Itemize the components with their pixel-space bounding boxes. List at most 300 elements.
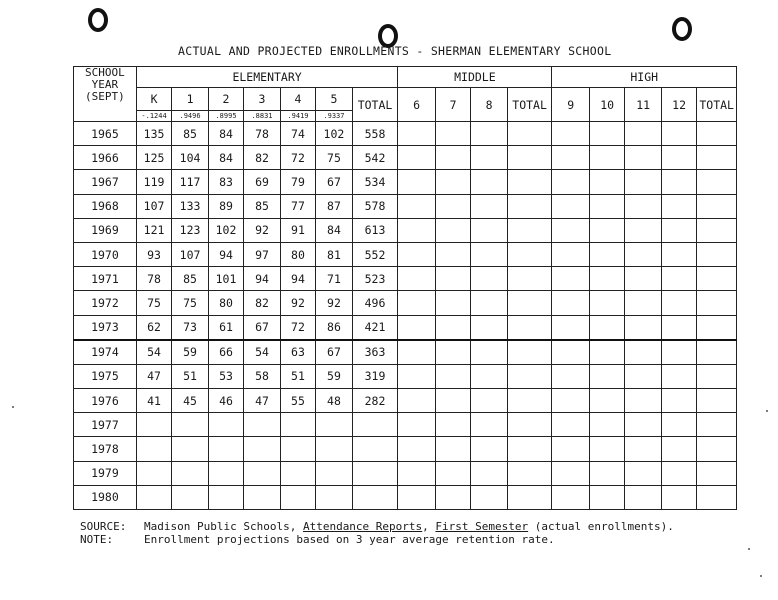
elementary-grade-cell xyxy=(316,413,352,437)
middle-cell xyxy=(435,340,470,365)
middle-cell xyxy=(398,364,436,388)
elementary-total-cell xyxy=(352,485,398,509)
elementary-grade-cell: 104 xyxy=(172,146,208,170)
middle-cell xyxy=(507,461,552,485)
middle-cell xyxy=(398,437,436,461)
high-cell xyxy=(625,267,661,291)
high-cell xyxy=(661,218,696,242)
middle-cell xyxy=(471,413,507,437)
elementary-total-cell: 496 xyxy=(352,291,398,315)
table-row xyxy=(74,364,737,388)
high-cell xyxy=(661,291,696,315)
high-cell xyxy=(697,413,737,437)
column-header-middle-total: TOTAL xyxy=(507,88,552,122)
elementary-grade-cell xyxy=(280,485,315,509)
middle-cell xyxy=(435,267,470,291)
high-cell xyxy=(625,291,661,315)
elementary-grade-cell: 107 xyxy=(172,242,208,266)
elementary-grade-cell xyxy=(244,437,280,461)
middle-cell xyxy=(435,389,470,413)
note-label: NOTE: xyxy=(80,533,114,546)
elementary-grade-cell: 71 xyxy=(316,267,352,291)
elementary-grade-cell: 69 xyxy=(244,170,280,194)
elementary-grade-cell xyxy=(208,461,243,485)
elementary-grade-cell: 92 xyxy=(316,291,352,315)
high-cell xyxy=(625,122,661,146)
table-row xyxy=(74,194,737,218)
elementary-grade-cell: 47 xyxy=(244,389,280,413)
elementary-grade-cell xyxy=(280,461,315,485)
elementary-grade-cell xyxy=(208,437,243,461)
scan-speck xyxy=(766,410,768,412)
middle-cell xyxy=(435,291,470,315)
middle-cell xyxy=(435,122,470,146)
elementary-grade-cell: 51 xyxy=(172,364,208,388)
table-row xyxy=(74,485,737,509)
high-group-header: HIGH xyxy=(552,67,737,88)
elementary-total-cell: 282 xyxy=(352,389,398,413)
column-header-7: 7 xyxy=(435,88,470,122)
high-cell xyxy=(661,413,696,437)
note-years-value: 3 xyxy=(355,533,363,546)
column-header-8: 8 xyxy=(471,88,507,122)
elementary-grade-cell: 123 xyxy=(172,218,208,242)
year-cell: 1967 xyxy=(74,170,137,194)
elementary-grade-cell xyxy=(244,413,280,437)
retention-rate-k: -.1244 xyxy=(136,111,171,122)
middle-cell xyxy=(398,218,436,242)
elementary-grade-cell: 59 xyxy=(172,340,208,365)
high-cell xyxy=(552,218,590,242)
retention-rate-1: .9496 xyxy=(172,111,208,122)
high-cell xyxy=(552,437,590,461)
elementary-grade-cell: 91 xyxy=(280,218,315,242)
high-cell xyxy=(552,315,590,340)
high-cell xyxy=(589,315,624,340)
elementary-grade-cell: 55 xyxy=(280,389,315,413)
high-cell xyxy=(661,461,696,485)
column-header-high-total: TOTAL xyxy=(697,88,737,122)
middle-cell xyxy=(398,389,436,413)
elementary-total-cell: 319 xyxy=(352,364,398,388)
high-cell xyxy=(625,437,661,461)
elementary-grade-cell: 84 xyxy=(208,146,243,170)
column-header-9: 9 xyxy=(552,88,590,122)
elementary-grade-cell: 87 xyxy=(316,194,352,218)
table-row xyxy=(74,340,737,365)
elementary-grade-cell: 80 xyxy=(280,242,315,266)
page-title: ACTUAL AND PROJECTED ENROLLMENTS - SHERMAN ELEMENTARY SCHOOL xyxy=(178,44,612,58)
elementary-total-cell: 542 xyxy=(352,146,398,170)
high-cell xyxy=(552,485,590,509)
middle-cell xyxy=(435,413,470,437)
elementary-grade-cell: 85 xyxy=(244,194,280,218)
elementary-grade-cell: 58 xyxy=(244,364,280,388)
middle-cell xyxy=(435,242,470,266)
middle-cell xyxy=(471,340,507,365)
elementary-grade-cell xyxy=(172,485,208,509)
high-cell xyxy=(697,242,737,266)
table-row xyxy=(74,170,737,194)
elementary-grade-cell xyxy=(316,437,352,461)
school-year-header xyxy=(74,67,137,122)
high-cell xyxy=(697,461,737,485)
elementary-total-cell: 523 xyxy=(352,267,398,291)
year-cell: 1971 xyxy=(74,267,137,291)
column-header-5: 5 xyxy=(316,88,352,111)
high-cell xyxy=(661,485,696,509)
elementary-grade-cell: 86 xyxy=(316,315,352,340)
elementary-grade-cell: 67 xyxy=(316,340,352,365)
note-line xyxy=(80,533,674,546)
elementary-grade-cell: 102 xyxy=(316,122,352,146)
elementary-grade-cell: 67 xyxy=(316,170,352,194)
column-header-3: 3 xyxy=(244,88,280,111)
elementary-grade-cell: 54 xyxy=(244,340,280,365)
elementary-grade-cell xyxy=(172,461,208,485)
retention-rate-5: .9337 xyxy=(316,111,352,122)
elementary-grade-cell: 77 xyxy=(280,194,315,218)
high-cell xyxy=(625,340,661,365)
elementary-grade-cell xyxy=(244,485,280,509)
high-cell xyxy=(589,485,624,509)
elementary-grade-cell: 85 xyxy=(172,122,208,146)
elementary-total-cell xyxy=(352,461,398,485)
high-cell xyxy=(697,364,737,388)
elementary-grade-cell: 81 xyxy=(316,242,352,266)
elementary-grade-cell: 94 xyxy=(244,267,280,291)
year-cell: 1972 xyxy=(74,291,137,315)
elementary-grade-cell: 66 xyxy=(208,340,243,365)
elementary-grade-cell: 62 xyxy=(136,315,171,340)
elementary-grade-cell: 67 xyxy=(244,315,280,340)
elementary-grade-cell: 51 xyxy=(280,364,315,388)
high-cell xyxy=(661,315,696,340)
high-cell xyxy=(625,146,661,170)
middle-cell xyxy=(398,242,436,266)
elementary-grade-cell: 80 xyxy=(208,291,243,315)
elementary-grade-cell xyxy=(172,437,208,461)
high-cell xyxy=(589,170,624,194)
elementary-total-cell: 558 xyxy=(352,122,398,146)
high-cell xyxy=(661,194,696,218)
middle-cell xyxy=(471,461,507,485)
middle-cell xyxy=(471,194,507,218)
year-cell: 1965 xyxy=(74,122,137,146)
high-cell xyxy=(552,242,590,266)
year-cell: 1973 xyxy=(74,315,137,340)
note-text-after: year average retention rate. xyxy=(362,533,555,546)
table-row xyxy=(74,315,737,340)
elementary-grade-cell: 85 xyxy=(172,267,208,291)
high-cell xyxy=(589,218,624,242)
elementary-grade-cell: 89 xyxy=(208,194,243,218)
middle-cell xyxy=(471,315,507,340)
high-cell xyxy=(697,122,737,146)
elementary-grade-cell: 82 xyxy=(244,291,280,315)
elementary-total-cell: 613 xyxy=(352,218,398,242)
retention-rate-2: .8995 xyxy=(208,111,243,122)
high-cell xyxy=(589,461,624,485)
elementary-grade-cell xyxy=(244,461,280,485)
high-cell xyxy=(661,340,696,365)
high-cell xyxy=(661,242,696,266)
high-cell xyxy=(625,194,661,218)
column-header-12: 12 xyxy=(661,88,696,122)
middle-cell xyxy=(398,146,436,170)
high-cell xyxy=(589,146,624,170)
column-header-k: K xyxy=(136,88,171,111)
elementary-grade-cell: 63 xyxy=(280,340,315,365)
elementary-grade-cell: 48 xyxy=(316,389,352,413)
middle-cell xyxy=(398,340,436,365)
middle-cell xyxy=(507,413,552,437)
high-cell xyxy=(697,315,737,340)
high-cell xyxy=(589,413,624,437)
elementary-grade-cell xyxy=(172,413,208,437)
retention-rate-3: .8831 xyxy=(244,111,280,122)
high-cell xyxy=(552,461,590,485)
high-cell xyxy=(697,485,737,509)
middle-cell xyxy=(398,194,436,218)
high-cell xyxy=(661,389,696,413)
middle-cell xyxy=(507,364,552,388)
elementary-grade-cell: 78 xyxy=(244,122,280,146)
elementary-grade-cell: 73 xyxy=(172,315,208,340)
year-cell: 1975 xyxy=(74,364,137,388)
high-cell xyxy=(589,389,624,413)
footnotes xyxy=(80,520,674,546)
high-cell xyxy=(661,122,696,146)
middle-cell xyxy=(398,122,436,146)
elementary-grade-cell: 75 xyxy=(316,146,352,170)
elementary-grade-cell: 83 xyxy=(208,170,243,194)
high-cell xyxy=(697,170,737,194)
middle-cell xyxy=(435,170,470,194)
high-cell xyxy=(589,122,624,146)
punch-hole-right xyxy=(672,17,692,41)
scan-speck xyxy=(760,575,762,577)
high-cell xyxy=(589,437,624,461)
enrollment-table xyxy=(73,66,737,510)
high-cell xyxy=(697,146,737,170)
high-cell xyxy=(552,364,590,388)
elementary-grade-cell: 94 xyxy=(208,242,243,266)
middle-cell xyxy=(507,267,552,291)
middle-cell xyxy=(435,194,470,218)
table-row xyxy=(74,437,737,461)
scan-speck xyxy=(748,548,750,550)
high-cell xyxy=(697,194,737,218)
elementary-grade-cell: 74 xyxy=(280,122,315,146)
elementary-grade-cell xyxy=(136,461,171,485)
elementary-total-cell: 421 xyxy=(352,315,398,340)
middle-cell xyxy=(435,461,470,485)
high-cell xyxy=(625,485,661,509)
middle-cell xyxy=(471,364,507,388)
table-row xyxy=(74,267,737,291)
middle-cell xyxy=(435,485,470,509)
middle-cell xyxy=(471,437,507,461)
elementary-grade-cell: 119 xyxy=(136,170,171,194)
elementary-grade-cell: 46 xyxy=(208,389,243,413)
middle-cell xyxy=(435,315,470,340)
middle-cell xyxy=(471,485,507,509)
high-cell xyxy=(625,242,661,266)
column-header-10: 10 xyxy=(589,88,624,122)
high-cell xyxy=(589,242,624,266)
source-first-semester: First Semester xyxy=(435,520,529,533)
elementary-grade-cell: 75 xyxy=(136,291,171,315)
elementary-total-cell xyxy=(352,437,398,461)
elementary-grade-cell xyxy=(208,485,243,509)
high-cell xyxy=(625,364,661,388)
column-header-elementary-total: TOTAL xyxy=(352,88,398,122)
elementary-total-cell: 534 xyxy=(352,170,398,194)
high-cell xyxy=(589,364,624,388)
middle-cell xyxy=(507,485,552,509)
elementary-grade-cell: 133 xyxy=(172,194,208,218)
elementary-grade-cell xyxy=(136,437,171,461)
middle-cell xyxy=(507,218,552,242)
high-cell xyxy=(625,389,661,413)
high-cell xyxy=(625,461,661,485)
high-cell xyxy=(589,267,624,291)
elementary-grade-cell xyxy=(208,413,243,437)
high-cell xyxy=(589,340,624,365)
middle-cell xyxy=(507,170,552,194)
high-cell xyxy=(552,170,590,194)
elementary-grade-cell: 92 xyxy=(280,291,315,315)
high-cell xyxy=(552,146,590,170)
table-row xyxy=(74,413,737,437)
elementary-grade-cell: 54 xyxy=(136,340,171,365)
elementary-grade-cell: 75 xyxy=(172,291,208,315)
middle-cell xyxy=(507,315,552,340)
elementary-grade-cell xyxy=(316,485,352,509)
elementary-grade-cell: 53 xyxy=(208,364,243,388)
column-header-11: 11 xyxy=(625,88,661,122)
middle-cell xyxy=(507,291,552,315)
elementary-grade-cell: 84 xyxy=(316,218,352,242)
elementary-grade-cell: 61 xyxy=(208,315,243,340)
elementary-grade-cell: 82 xyxy=(244,146,280,170)
middle-cell xyxy=(471,291,507,315)
elementary-grade-cell: 93 xyxy=(136,242,171,266)
source-line xyxy=(80,520,674,533)
column-header-2: 2 xyxy=(208,88,243,111)
high-cell xyxy=(697,291,737,315)
elementary-grade-cell: 102 xyxy=(208,218,243,242)
column-header-4: 4 xyxy=(280,88,315,111)
middle-cell xyxy=(398,485,436,509)
source-label: SOURCE: xyxy=(80,520,127,533)
elementary-grade-cell: 45 xyxy=(172,389,208,413)
elementary-grade-cell: 135 xyxy=(136,122,171,146)
middle-cell xyxy=(398,461,436,485)
high-cell xyxy=(697,267,737,291)
elementary-grade-cell: 94 xyxy=(280,267,315,291)
school-year-label-1: SCHOOL xyxy=(85,66,125,79)
year-cell: 1976 xyxy=(74,389,137,413)
middle-cell xyxy=(471,146,507,170)
middle-cell xyxy=(507,122,552,146)
table-row xyxy=(74,389,737,413)
table-row xyxy=(74,122,737,146)
elementary-grade-cell: 92 xyxy=(244,218,280,242)
high-cell xyxy=(697,340,737,365)
table-row xyxy=(74,461,737,485)
elementary-grade-cell: 84 xyxy=(208,122,243,146)
retention-rate-4: .9419 xyxy=(280,111,315,122)
enrollment-rows xyxy=(74,122,737,510)
high-cell xyxy=(661,146,696,170)
high-cell xyxy=(661,437,696,461)
year-cell: 1977 xyxy=(74,413,137,437)
high-cell xyxy=(661,364,696,388)
middle-cell xyxy=(471,242,507,266)
elementary-group-header: ELEMENTARY xyxy=(136,67,398,88)
elementary-grade-cell xyxy=(136,413,171,437)
high-cell xyxy=(589,194,624,218)
table-row xyxy=(74,146,737,170)
high-cell xyxy=(625,315,661,340)
year-cell: 1968 xyxy=(74,194,137,218)
table-row xyxy=(74,218,737,242)
year-cell: 1978 xyxy=(74,437,137,461)
elementary-grade-cell: 78 xyxy=(136,267,171,291)
elementary-grade-cell: 59 xyxy=(316,364,352,388)
elementary-grade-cell xyxy=(316,461,352,485)
high-cell xyxy=(625,413,661,437)
elementary-grade-cell: 41 xyxy=(136,389,171,413)
year-cell: 1979 xyxy=(74,461,137,485)
middle-cell xyxy=(471,122,507,146)
high-cell xyxy=(552,122,590,146)
high-cell xyxy=(552,291,590,315)
high-cell xyxy=(552,340,590,365)
elementary-grade-cell: 72 xyxy=(280,315,315,340)
high-cell xyxy=(625,218,661,242)
high-cell xyxy=(552,194,590,218)
middle-cell xyxy=(507,389,552,413)
middle-group-header: MIDDLE xyxy=(398,67,552,88)
elementary-grade-cell: 107 xyxy=(136,194,171,218)
scan-speck xyxy=(12,406,14,408)
elementary-grade-cell xyxy=(280,437,315,461)
middle-cell xyxy=(471,218,507,242)
source-attendance-reports: Attendance Reports xyxy=(302,520,423,533)
middle-cell xyxy=(435,218,470,242)
elementary-grade-cell: 72 xyxy=(280,146,315,170)
year-cell: 1980 xyxy=(74,485,137,509)
source-separator: , xyxy=(422,520,436,533)
middle-cell xyxy=(398,291,436,315)
middle-cell xyxy=(507,194,552,218)
middle-cell xyxy=(507,437,552,461)
year-cell: 1974 xyxy=(74,340,137,365)
elementary-total-cell: 578 xyxy=(352,194,398,218)
note-text-before: Enrollment projections based on xyxy=(144,533,356,546)
elementary-grade-cell: 117 xyxy=(172,170,208,194)
middle-cell xyxy=(398,170,436,194)
high-cell xyxy=(661,170,696,194)
school-year-label-2: YEAR xyxy=(91,78,119,91)
middle-cell xyxy=(435,437,470,461)
high-cell xyxy=(697,218,737,242)
elementary-grade-cell: 47 xyxy=(136,364,171,388)
middle-cell xyxy=(435,146,470,170)
